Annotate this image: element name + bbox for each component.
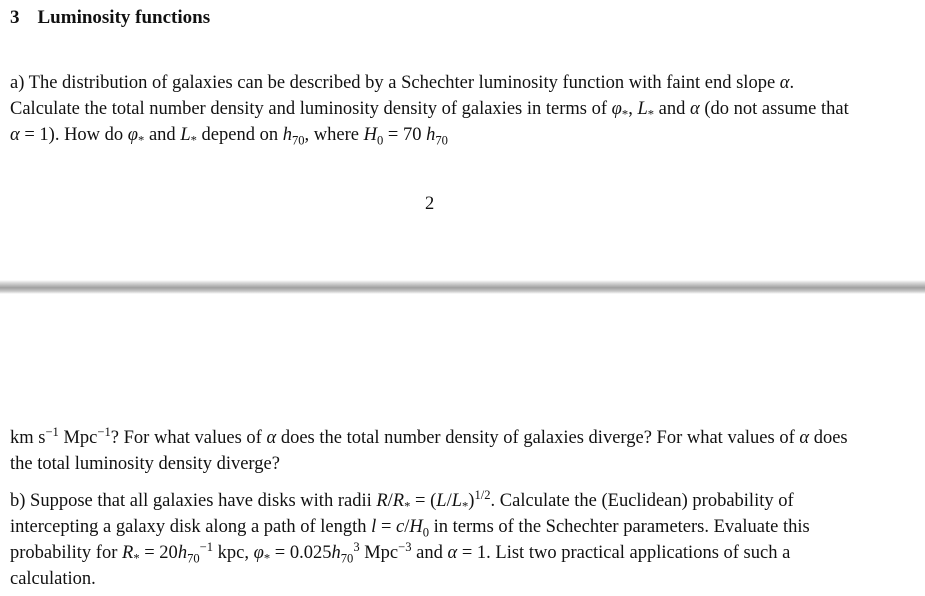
page-break-divider — [0, 280, 925, 294]
section-title: Luminosity functions — [37, 7, 211, 28]
part-a-paragraph: a) The distribution of galaxies can be described by a Schechter luminosity function with faint end slope α. Calculate the total number density and luminosity density of galaxies in terms of $\varphi_*$, $L_*$ and α (do not assume that α = 1). How do $\varphi_*$ and $L_*$ depend on $h_{70}$, where $H_0 = 70$ $h_{70}$ — [10, 73, 849, 148]
page-number: 2 — [425, 194, 435, 214]
part-a-continuation: km $s^{-1}$ Mpc$^{-1}$? For what values of α does the total number density of galaxies diverge? For what values of α does the total luminosity density diverge? — [10, 424, 848, 474]
section-heading — [10, 7, 210, 29]
section-number: 3 — [10, 7, 20, 28]
part-b-paragraph: b) Suppose that all galaxies have disks with radii $R/R_* = (L/L_*)^{1/2}$. Calculate the (Euclidean) probability of intercepting a galaxy disk along a path of length $l = c/H_0$ in terms of the Schechter parameters. Evaluate this probability for $R_* = 20h_{70}^{-1}$ kpc, $\varphi_* = 0.025h_{70}^3$ Mpc$^{-3}$ and α = 1. List two practical applications of such a calculation. — [10, 487, 810, 589]
